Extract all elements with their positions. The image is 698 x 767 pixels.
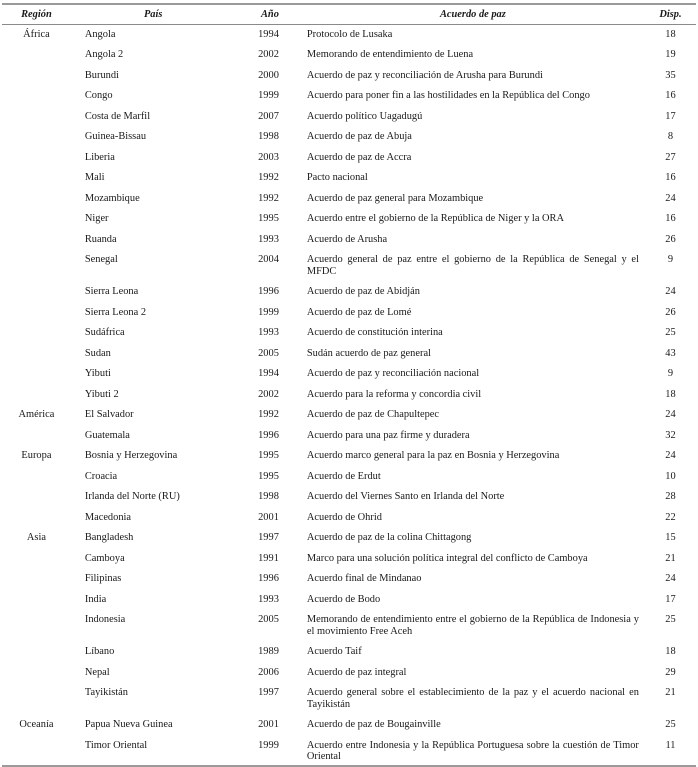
disp-cell: 15 <box>665 532 676 544</box>
region-cell <box>2 323 71 343</box>
disp-cell: 11 <box>643 736 696 766</box>
country-cell: Bosnia y Herzegovina <box>84 450 178 462</box>
region-cell <box>2 508 71 528</box>
accord-cell: Marco para una solución política integral del conflicto de Camboya <box>306 552 588 564</box>
year-cell: 2001 <box>258 719 279 731</box>
accord-cell: Acuerdo del Viernes Santo en Irlanda del Norte <box>306 491 505 503</box>
accord-cell: Acuerdo de paz general para Mozambique <box>306 192 484 204</box>
region-cell <box>2 385 71 405</box>
year-cell: 1995 <box>258 450 279 462</box>
country-cell: Senegal <box>84 254 118 266</box>
accord-cell: Acuerdo para la reforma y concordia civil <box>306 388 482 400</box>
accord-cell: Acuerdo de Ohrid <box>306 511 382 523</box>
table-row <box>2 405 696 425</box>
accord-cell: Acuerdo marco general para la paz en Bosnia y Herzegovina <box>306 450 560 462</box>
country-cell: Mozambique <box>84 192 140 204</box>
disp-cell: 24 <box>665 450 676 462</box>
disp-cell: 18 <box>665 388 676 400</box>
country-cell: Bangladesh <box>84 532 134 544</box>
table-row <box>2 446 696 466</box>
table-row <box>2 736 696 766</box>
accord-cell: Acuerdo de paz de Lomé <box>306 306 412 318</box>
region-cell <box>2 467 71 487</box>
accord-cell: Acuerdo de paz de Abidján <box>306 286 420 298</box>
disp-cell: 24 <box>665 573 676 585</box>
table-row <box>2 45 696 65</box>
table-row <box>2 508 696 528</box>
region-cell <box>2 189 71 209</box>
accord-cell: Acuerdo general de paz entre el gobierno de la República de Senegal y el MFDC <box>306 254 639 277</box>
region-cell <box>2 487 71 507</box>
disp-cell: 17 <box>665 110 676 122</box>
disp-cell: 18 <box>665 646 676 658</box>
country-cell: Filipinas <box>84 573 122 585</box>
disp-cell: 21 <box>665 552 676 564</box>
accord-cell: Acuerdo para poner fin a las hostilidades en la República del Congo <box>306 90 590 102</box>
header-row <box>2 4 696 25</box>
country-cell: Angola <box>84 29 116 40</box>
country-cell: Sudáfrica <box>84 327 125 339</box>
year-cell: 1992 <box>258 409 279 421</box>
disp-cell: 9 <box>667 368 674 380</box>
table-row <box>2 86 696 106</box>
country-cell: Camboya <box>84 552 125 564</box>
accord-cell: Memorando de entendimiento entre el gobierno de la República de Indonesia y el movimiento Free Aceh <box>306 614 639 637</box>
country-cell: Croacia <box>84 470 118 482</box>
table-row <box>2 209 696 229</box>
table-row <box>2 168 696 188</box>
accord-cell: Acuerdo entre el gobierno de la República de Niger y la ORA <box>306 213 564 225</box>
disp-cell: 8 <box>667 131 674 143</box>
region-cell <box>2 663 71 683</box>
year-cell: 1995 <box>258 213 279 225</box>
table-row <box>2 303 696 323</box>
accord-cell: Acuerdo general sobre el establecimiento de la paz y el acuerdo nacional en Tayikistán <box>306 687 639 710</box>
region-cell <box>2 168 71 188</box>
table-row <box>2 487 696 507</box>
disp-cell: 22 <box>665 511 676 523</box>
accord-cell: Memorando de entendimiento de Luena <box>306 49 474 61</box>
country-cell: Líbano <box>84 646 115 658</box>
disp-cell: 21 <box>665 687 676 699</box>
country-cell: Timor Oriental <box>71 736 240 766</box>
year-cell: 1998 <box>258 491 279 503</box>
disp-cell: 25 <box>665 719 676 731</box>
region-cell <box>2 66 71 86</box>
country-cell: Ruanda <box>84 233 117 245</box>
table-row <box>2 549 696 569</box>
year-cell: 2007 <box>258 110 279 122</box>
year-cell: 2004 <box>258 254 279 266</box>
disp-cell: 35 <box>665 69 676 81</box>
country-cell: Guatemala <box>84 429 130 441</box>
table-row <box>2 683 696 715</box>
year-cell: 1999 <box>240 736 287 766</box>
region-cell <box>2 230 71 250</box>
region-cell <box>2 683 71 715</box>
table-row <box>2 528 696 548</box>
region-cell <box>2 250 71 282</box>
year-cell: 1995 <box>258 470 279 482</box>
year-cell: 1997 <box>258 532 279 544</box>
region-cell <box>2 569 71 589</box>
accord-cell: Sudán acuerdo de paz general <box>306 347 431 359</box>
country-cell: Niger <box>84 213 109 225</box>
accord-cell: Acuerdo para una paz firme y duradera <box>306 429 470 441</box>
table-row <box>2 282 696 302</box>
year-cell: 1993 <box>258 233 279 245</box>
country-cell: Costa de Marfil <box>84 110 151 122</box>
year-cell: 1996 <box>258 286 279 298</box>
disp-cell: 26 <box>665 233 676 245</box>
region-cell <box>2 364 71 384</box>
region-cell <box>2 426 71 446</box>
table-row <box>2 25 696 46</box>
region-cell <box>2 736 71 766</box>
disp-cell: 28 <box>665 491 676 503</box>
table-row <box>2 66 696 86</box>
accord-cell: Acuerdo de paz integral <box>306 666 407 678</box>
disp-cell: 16 <box>665 90 676 102</box>
year-cell: 2001 <box>258 511 279 523</box>
header-region: Región <box>2 4 71 25</box>
accord-cell: Acuerdo de Erdut <box>306 470 381 482</box>
year-cell: 1994 <box>258 368 279 380</box>
year-cell: 2005 <box>258 347 279 359</box>
year-cell: 1993 <box>258 593 279 605</box>
disp-cell: 17 <box>665 593 676 605</box>
region-cell <box>2 610 71 642</box>
disp-cell: 26 <box>665 306 676 318</box>
accord-cell: Protocolo de Lusaka <box>306 29 393 40</box>
accord-cell: Acuerdo de paz de Accra <box>306 151 412 163</box>
country-cell: Macedonia <box>84 511 132 523</box>
header-year: Año <box>240 4 287 25</box>
accord-cell: Acuerdo de paz de Abuja <box>306 131 412 143</box>
year-cell: 1992 <box>258 172 279 184</box>
disp-cell: 24 <box>665 409 676 421</box>
country-cell: Tayikistán <box>84 687 128 699</box>
year-cell: 1991 <box>258 552 279 564</box>
region-cell: África <box>23 29 50 40</box>
region-cell <box>2 86 71 106</box>
disp-cell: 32 <box>665 429 676 441</box>
region-cell <box>2 282 71 302</box>
disp-cell: 43 <box>665 347 676 359</box>
table-row <box>2 569 696 589</box>
region-cell <box>2 45 71 65</box>
year-cell: 1989 <box>258 646 279 658</box>
accord-cell: Acuerdo de Arusha <box>306 233 388 245</box>
accord-cell: Acuerdo de constitución interina <box>306 327 443 339</box>
year-cell: 1999 <box>258 90 279 102</box>
disp-cell: 25 <box>665 327 676 339</box>
country-cell: Congo <box>84 90 113 102</box>
country-cell: Yibuti <box>84 368 111 380</box>
table-row <box>2 127 696 147</box>
disp-cell: 19 <box>665 49 676 61</box>
accord-cell: Acuerdo de Bodo <box>306 593 381 605</box>
accord-cell: Acuerdo de paz de la colina Chittagong <box>306 532 472 544</box>
region-cell <box>2 107 71 127</box>
year-cell: 2002 <box>258 49 279 61</box>
table-row <box>2 189 696 209</box>
table-row <box>2 107 696 127</box>
accord-cell: Acuerdo de paz y reconciliación nacional <box>306 368 480 380</box>
year-cell: 1996 <box>258 429 279 441</box>
accord-cell: Acuerdo entre Indonesia y la República Portuguesa sobre la cuestión de Timor Oriental <box>287 736 643 766</box>
table-row <box>2 250 696 282</box>
year-cell: 2006 <box>258 666 279 678</box>
disp-cell: 24 <box>665 286 676 298</box>
year-cell: 2003 <box>258 151 279 163</box>
region-cell: Asia <box>26 532 46 544</box>
table-row <box>2 230 696 250</box>
country-cell: Mali <box>84 172 105 184</box>
year-cell: 1999 <box>258 306 279 318</box>
year-cell: 1997 <box>258 687 279 699</box>
year-cell: 1994 <box>258 29 279 40</box>
year-cell: 1993 <box>258 327 279 339</box>
region-cell <box>2 148 71 168</box>
region-cell <box>2 303 71 323</box>
region-cell <box>2 590 71 610</box>
disp-cell: 10 <box>665 470 676 482</box>
table-header <box>2 4 696 25</box>
country-cell: Angola 2 <box>84 49 124 61</box>
table-row <box>2 642 696 662</box>
disp-cell: 16 <box>665 172 676 184</box>
country-cell: Papua Nueva Guinea <box>84 719 173 731</box>
accord-cell: Pacto nacional <box>306 172 368 184</box>
year-cell: 2000 <box>258 69 279 81</box>
table-row <box>2 610 696 642</box>
region-cell: Oceanía <box>19 719 54 731</box>
country-cell: Yibuti 2 <box>84 388 119 400</box>
country-cell: Guinea-Bissau <box>84 131 147 143</box>
country-cell: Burundi <box>84 69 119 81</box>
region-cell: América <box>18 409 55 421</box>
table-body <box>2 25 696 766</box>
table-row <box>2 426 696 446</box>
disp-cell: 16 <box>665 213 676 225</box>
country-cell: Sierra Leona <box>84 286 139 298</box>
header-accord: Acuerdo de paz <box>287 4 643 25</box>
peace-accords-table <box>2 3 696 767</box>
table-row <box>2 590 696 610</box>
region-cell: Europa <box>21 450 52 462</box>
accord-cell: Acuerdo final de Mindanao <box>306 573 422 585</box>
region-cell <box>2 344 71 364</box>
table-row <box>2 344 696 364</box>
year-cell: 2002 <box>258 388 279 400</box>
country-cell: Liberia <box>84 151 115 163</box>
accord-cell: Acuerdo de paz de Chapultepec <box>306 409 440 421</box>
table-row <box>2 385 696 405</box>
country-cell: Irlanda del Norte (RU) <box>84 491 180 503</box>
region-cell <box>2 642 71 662</box>
table-row <box>2 323 696 343</box>
region-cell <box>2 549 71 569</box>
region-cell <box>2 209 71 229</box>
disp-cell: 24 <box>665 192 676 204</box>
accord-cell: Acuerdo de paz y reconciliación de Arusha para Burundi <box>306 69 543 81</box>
table-row <box>2 715 696 735</box>
disp-cell: 18 <box>665 29 676 40</box>
country-cell: Sierra Leona 2 <box>84 306 147 318</box>
country-cell: Indonesia <box>84 614 126 626</box>
disp-cell: 27 <box>665 151 676 163</box>
table-row <box>2 663 696 683</box>
country-cell: El Salvador <box>84 409 134 421</box>
accord-cell: Acuerdo de paz de Bougainville <box>306 719 441 731</box>
table-row <box>2 467 696 487</box>
region-cell <box>2 127 71 147</box>
year-cell: 1992 <box>258 192 279 204</box>
country-cell: Sudan <box>84 347 111 359</box>
accord-cell: Acuerdo político Uagadugú <box>306 110 423 122</box>
year-cell: 1998 <box>258 131 279 143</box>
disp-cell: 25 <box>665 614 676 626</box>
table-row <box>2 148 696 168</box>
year-cell: 2005 <box>258 614 279 626</box>
disp-cell: 9 <box>667 254 674 266</box>
header-disp: Disp. <box>643 4 696 25</box>
country-cell: India <box>84 593 107 605</box>
country-cell: Nepal <box>84 666 110 678</box>
year-cell: 1996 <box>258 573 279 585</box>
disp-cell: 29 <box>665 666 676 678</box>
header-country: País <box>71 4 240 25</box>
accord-cell: Acuerdo Taif <box>306 646 362 658</box>
table-row <box>2 364 696 384</box>
